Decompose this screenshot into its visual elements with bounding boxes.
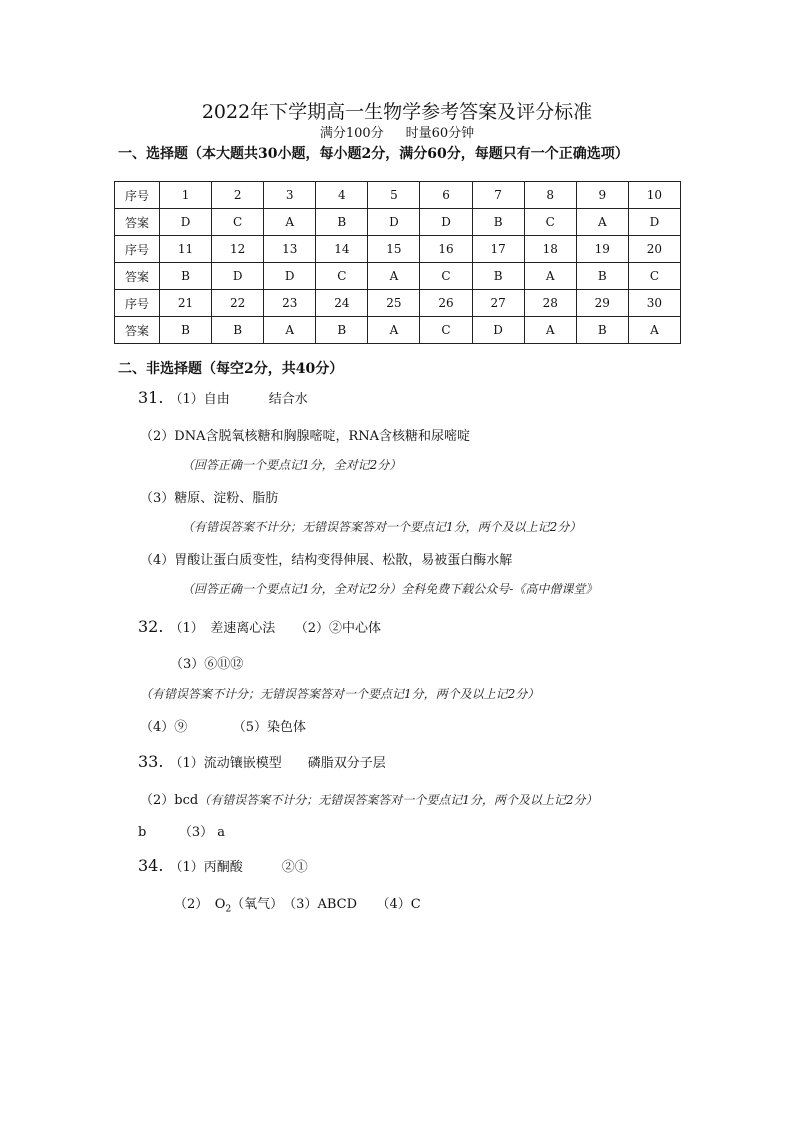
question-number: 10 bbox=[628, 182, 680, 209]
table-row bbox=[115, 317, 681, 344]
question-number: 14 bbox=[316, 236, 368, 263]
answer-cell: B bbox=[576, 317, 628, 344]
question-number: 21 bbox=[160, 290, 212, 317]
section-heading-nonchoice: 二、非选择题（每空2分，共40分） bbox=[118, 361, 344, 377]
question-number: 28 bbox=[524, 290, 576, 317]
question-number: 9 bbox=[576, 182, 628, 209]
q33-line-2 bbox=[140, 789, 597, 808]
question-number: 13 bbox=[264, 236, 316, 263]
row-label: 序号 bbox=[115, 182, 160, 209]
question-number: 16 bbox=[420, 236, 472, 263]
answer-table bbox=[114, 181, 681, 344]
row-label: 序号 bbox=[115, 290, 160, 317]
answer-cell: B bbox=[160, 263, 212, 290]
section-heading-choice: 一、选择题（本大题共30小题，每小题2分，满分60分，每题只有一个正确选项） bbox=[118, 146, 629, 162]
q33-answer-3: b （3） a bbox=[138, 825, 225, 840]
answer-cell: A bbox=[368, 317, 420, 344]
question-number: 25 bbox=[368, 290, 420, 317]
answer-cell: B bbox=[160, 317, 212, 344]
answer-cell: C bbox=[628, 263, 680, 290]
question-number: 23 bbox=[264, 290, 316, 317]
question-number: 1 bbox=[160, 182, 212, 209]
question-number: 20 bbox=[628, 236, 680, 263]
question-number: 17 bbox=[472, 236, 524, 263]
table-row bbox=[115, 209, 681, 236]
row-label: 答案 bbox=[115, 263, 160, 290]
q32-answer-2: （3）⑥⑪⑫ bbox=[170, 657, 244, 672]
question-number: 12 bbox=[212, 236, 264, 263]
answer-cell: B bbox=[472, 263, 524, 290]
question-number-31: 31. bbox=[138, 388, 164, 407]
answer-cell: A bbox=[264, 209, 316, 236]
answer-cell: A bbox=[524, 263, 576, 290]
q31-scoring-note-2: （回答正确一个要点记1分，全对记2分） bbox=[182, 458, 402, 472]
question-number: 2 bbox=[212, 182, 264, 209]
full-score: 满分100分 bbox=[319, 126, 384, 141]
question-number: 29 bbox=[576, 290, 628, 317]
answer-cell: D bbox=[628, 209, 680, 236]
question-number-32: 32. bbox=[138, 617, 164, 636]
table-row bbox=[115, 263, 681, 290]
answer-cell: C bbox=[212, 209, 264, 236]
question-number-34: 34. bbox=[138, 856, 164, 875]
question-number: 24 bbox=[316, 290, 368, 317]
question-number: 22 bbox=[212, 290, 264, 317]
answer-cell: D bbox=[420, 209, 472, 236]
q32-line-1 bbox=[138, 617, 381, 636]
answer-cell: B bbox=[316, 317, 368, 344]
answer-cell: C bbox=[316, 263, 368, 290]
question-number: 7 bbox=[472, 182, 524, 209]
table-row bbox=[115, 290, 681, 317]
question-number: 19 bbox=[576, 236, 628, 263]
table-row bbox=[115, 182, 681, 209]
q34-line-1 bbox=[138, 856, 308, 875]
answer-cell: D bbox=[368, 209, 420, 236]
q33-scoring-note: （有错误答案不计分；无错误答案答对一个要点记1分，两个及以上记2分） bbox=[198, 793, 598, 807]
question-number: 3 bbox=[264, 182, 316, 209]
q34-answer-1: （1）丙酮酸 ②① bbox=[169, 860, 308, 875]
answer-cell: C bbox=[524, 209, 576, 236]
answer-cell: C bbox=[420, 263, 472, 290]
answer-cell: B bbox=[212, 317, 264, 344]
q32-answer-1: （1） 差速离心法 （2）②中心体 bbox=[169, 621, 381, 636]
question-number: 15 bbox=[368, 236, 420, 263]
answer-cell: B bbox=[576, 263, 628, 290]
row-label: 序号 bbox=[115, 236, 160, 263]
time-limit: 时量60分钟 bbox=[405, 126, 475, 141]
q31-answer-1: （1）自由 结合水 bbox=[169, 392, 308, 407]
answer-cell: A bbox=[628, 317, 680, 344]
q31-answer-3: （3）糖原、淀粉、脂肪 bbox=[140, 491, 279, 506]
q31-answer-4: （4）胃酸让蛋白质变性，结构变得伸展、松散，易被蛋白酶水解 bbox=[140, 553, 513, 568]
answer-cell: C bbox=[420, 317, 472, 344]
answer-cell: A bbox=[264, 317, 316, 344]
answer-cell: A bbox=[368, 263, 420, 290]
answer-cell: A bbox=[524, 317, 576, 344]
q34-subscript: 2 bbox=[225, 904, 232, 915]
question-number: 8 bbox=[524, 182, 576, 209]
question-number: 4 bbox=[316, 182, 368, 209]
q31-scoring-note-3: （有错误答案不计分；无错误答案答对一个要点记1分，两个及以上记2分） bbox=[182, 520, 582, 534]
q33-answer-2: （2）bcd bbox=[140, 793, 199, 808]
page-title: 2022年下学期高一生物学参考答案及评分标准 bbox=[201, 101, 593, 123]
row-label: 答案 bbox=[115, 317, 160, 344]
question-number: 5 bbox=[368, 182, 420, 209]
q34-answer-2b: （氧气） （3）ABCD （4）C bbox=[231, 897, 421, 912]
answer-cell: D bbox=[472, 317, 524, 344]
question-number-33: 33. bbox=[138, 752, 164, 771]
question-number: 18 bbox=[524, 236, 576, 263]
answer-cell: B bbox=[472, 209, 524, 236]
answer-cell: A bbox=[576, 209, 628, 236]
question-number: 27 bbox=[472, 290, 524, 317]
q33-line-1 bbox=[138, 752, 386, 771]
q34-line-2 bbox=[174, 893, 421, 915]
q31-scoring-note-4: （回答正确一个要点记1分，全对记2分）全科免费下载公众号-《高中僧课堂》 bbox=[182, 582, 598, 596]
q32-scoring-note: （有错误答案不计分；无错误答案答对一个要点记1分，两个及以上记2分） bbox=[140, 687, 540, 701]
q34-answer-2a: （2） O bbox=[174, 897, 226, 912]
q31-line-1 bbox=[138, 388, 308, 407]
question-number: 6 bbox=[420, 182, 472, 209]
q31-answer-2: （2）DNA含脱氧核糖和胸腺嘧啶，RNA含核糖和尿嘧啶 bbox=[140, 429, 471, 444]
table-row bbox=[115, 236, 681, 263]
answer-cell: D bbox=[160, 209, 212, 236]
question-number: 30 bbox=[628, 290, 680, 317]
q32-answer-3: （4）⑨ （5）染色体 bbox=[140, 720, 307, 735]
page-subtitle bbox=[0, 122, 794, 141]
answer-cell: D bbox=[264, 263, 316, 290]
question-number: 26 bbox=[420, 290, 472, 317]
row-label: 答案 bbox=[115, 209, 160, 236]
question-number: 11 bbox=[160, 236, 212, 263]
answer-cell: D bbox=[212, 263, 264, 290]
q33-answer-1: （1）流动镶嵌模型 磷脂双分子层 bbox=[169, 756, 386, 771]
answer-cell: B bbox=[316, 209, 368, 236]
